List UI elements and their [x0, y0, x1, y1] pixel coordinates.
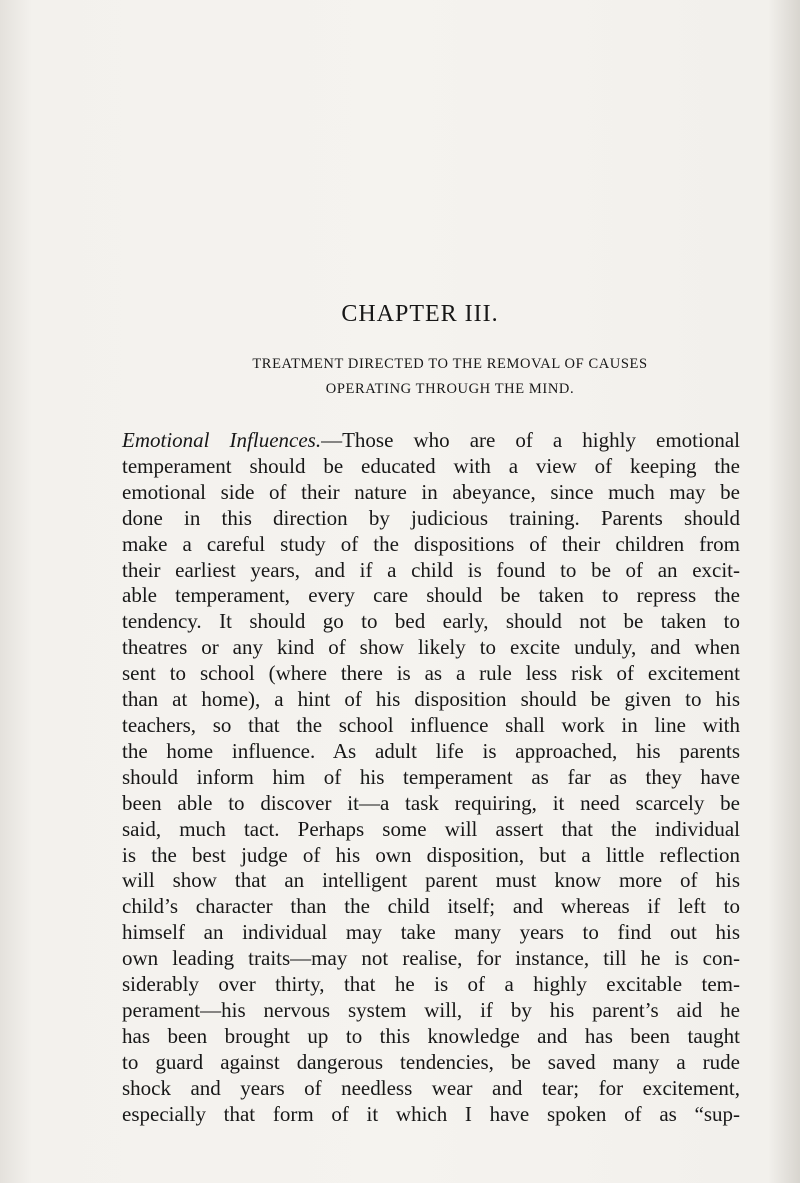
text-line [122, 428, 740, 454]
text-line: to guard against dangerous tendencies, be saved many a rude [122, 1049, 740, 1074]
text-line: siderably over thirty, that he is of a highly excitable tem- [122, 972, 740, 997]
text-line: temperament should be educated with a view of keeping the [122, 453, 740, 478]
text-line: perament—his nervous system will, if by his parent’s aid he [122, 997, 740, 1022]
text-line: theatres or any kind of show likely to excite unduly, and when [122, 635, 740, 660]
text-line: emotional side of their nature in abeyance, since much may be [122, 479, 740, 504]
text-line: child’s character than the child itself; and whereas if left to [122, 894, 740, 919]
text-line: said, much tact. Perhaps some will assert that the individual [122, 816, 740, 841]
text-line: tendency. It should go to bed early, should not be taken to [122, 609, 740, 634]
text-line: their earliest years, and if a child is found to be of an excit- [122, 557, 740, 582]
text-line: shock and years of needless wear and tear; for excitement, [122, 1075, 740, 1100]
text-line: himself an individual may take many years to find out his [122, 920, 740, 945]
body-paragraph [122, 428, 740, 1127]
text-line: will show that an intelligent parent must know more of his [122, 868, 740, 893]
text-line: has been brought up to this knowledge and has been taught [122, 1023, 740, 1048]
subtitle-line: OPERATING THROUGH THE MIND. [325, 381, 575, 397]
text-line: is the best judge of his own disposition, but a little reflection [122, 842, 740, 867]
text-line: able temperament, every care should be taken to repress the [122, 583, 740, 608]
text-line: make a careful study of the dispositions of their children from [122, 531, 740, 556]
text-line: especially that form of it which I have spoken of as “sup- [122, 1101, 740, 1126]
text-line: done in this direction by judicious training. Parents should [122, 505, 740, 530]
text-line: own leading traits—may not realise, for instance, till he is con- [122, 946, 740, 971]
text-line: teachers, so that the school influence shall work in line with [122, 712, 740, 737]
section-heading-italic: Emotional Influences. [122, 428, 322, 452]
subtitle-line: TREATMENT DIRECTED TO THE REMOVAL OF CAUSES [252, 356, 648, 372]
text-line: than at home), a hint of his disposition should be given to his [122, 687, 740, 712]
text-line: the home influence. As adult life is approached, his parents [122, 738, 740, 763]
text-line: should inform him of his temperament as far as they have [122, 764, 740, 789]
text-line: sent to school (where there is as a rule less risk of excitement [122, 661, 740, 686]
chapter-title: CHAPTER III. [341, 301, 499, 327]
text-line-rest: —Those who are of a highly emotional [321, 428, 741, 452]
text-line: been able to discover it—a task requiring, it need scarcely be [122, 790, 740, 815]
chapter-subtitle [140, 352, 760, 402]
